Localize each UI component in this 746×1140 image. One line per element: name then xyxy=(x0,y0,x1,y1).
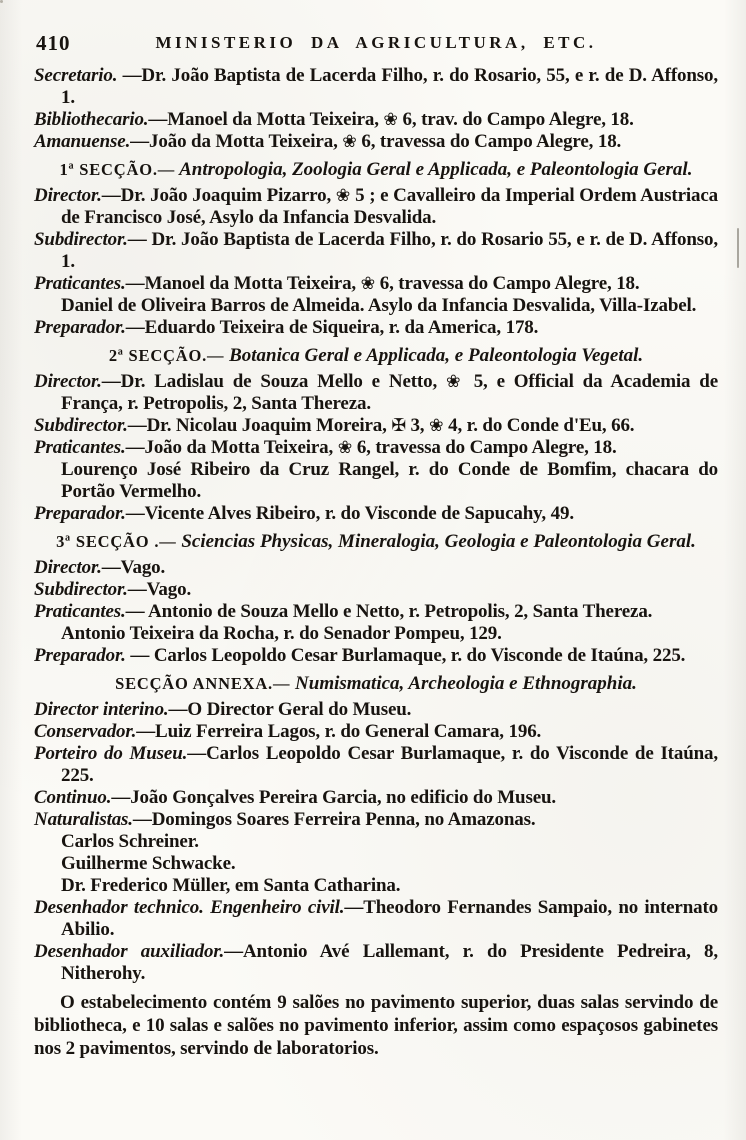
section-heading-label: SECÇÃO ANNEXA.— xyxy=(115,674,291,693)
closing-paragraph: O estabelecimento contém 9 salões no pavimento superior, duas salas servindo de bibliotheca, e 10 salas e salões no pavimento inferior, assim como espaçosos gabinetes nos 2 pavimentos, servindo de laboratorios. xyxy=(34,992,718,1059)
role-label: Desenhador technico. Engenheiro civil. xyxy=(34,897,345,918)
directory-entry: Praticantes.—Manoel da Motta Teixeira, ❀ 6, travessa do Campo Alegre, 18. xyxy=(34,273,640,294)
directory-entry: Praticantes.—João da Motta Teixeira, ❀ 6, travessa do Campo Alegre, 18. xyxy=(34,437,617,458)
directory-entry: Desenhador technico. Engenheiro civil.—Theodoro Fernandes Sampaio, no internato Abilio. xyxy=(34,897,719,940)
directory-entry: Naturalistas.—Domingos Soares Ferreira Penna, no Amazonas. xyxy=(34,809,536,830)
rosette-order-icon: ❀ xyxy=(360,274,376,294)
page-number: 410 xyxy=(36,31,71,55)
section-heading-label: 3ª SECÇÃO .— xyxy=(56,532,177,551)
section-heading xyxy=(34,531,718,553)
directory-entry-continuation: Carlos Schreiner. xyxy=(61,831,199,852)
running-head xyxy=(34,30,718,56)
role-label: Subdirector. xyxy=(34,579,128,600)
role-label: Secretario. xyxy=(34,65,118,86)
role-label: Praticantes. xyxy=(34,273,126,294)
section-heading-label: 2ª SECÇÃO.— xyxy=(108,346,225,365)
section-heading-title: Sciencias Physicas, Mineralogia, Geologia e Paleontologia Geral. xyxy=(176,531,696,552)
directory-entry: Director.—Vago. xyxy=(34,557,166,578)
section-heading-title: Botanica Geral e Applicada, e Paleontologia Vegetal. xyxy=(224,345,644,366)
role-label: Praticantes. xyxy=(34,601,126,622)
directory-entry: Preparador.—Vicente Alves Ribeiro, r. do Visconde de Sapucahy, 49. xyxy=(34,503,574,524)
directory-entry: Director.—Dr. João Joaquim Pizarro, ❀ 5 ; e Cavalleiro da Imperial Ordem Austriaca de Francisco José, Asylo da Infancia Desvalida. xyxy=(34,185,718,228)
directory-entry-continuation: Guilherme Schwacke. xyxy=(61,853,236,874)
rosette-order-icon: ❀ xyxy=(429,416,444,436)
rosette-order-icon: ❀ xyxy=(383,110,398,130)
directory-entry: Secretario. —Dr. João Baptista de Lacerda Filho, r. do Rosario, 55, e r. de D. Affonso, 1. xyxy=(34,65,718,108)
section-heading-label: 1ª SECÇÃO.— xyxy=(59,160,176,179)
directory-entry-continuation: Dr. Frederico Müller, em Santa Catharina. xyxy=(61,875,401,896)
role-label: Conservador. xyxy=(34,721,137,742)
directory-entry: Bibliothecario.—Manoel da Motta Teixeira, ❀ 6, trav. do Campo Alegre, 18. xyxy=(34,109,634,130)
directory-entry: Director interino.—O Director Geral do Museu. xyxy=(34,699,412,720)
rosette-order-icon: ❀ xyxy=(342,132,357,152)
role-label: Director. xyxy=(34,371,102,392)
directory-groups xyxy=(34,65,718,985)
scan-edge-mark xyxy=(737,228,739,268)
role-label: Director. xyxy=(34,557,102,578)
role-label: Praticantes. xyxy=(34,437,126,458)
directory-entry: Porteiro do Museu.—Carlos Leopoldo Cesar Burlamaque, r. do Visconde de Itaúna, 225. xyxy=(34,743,718,786)
role-label: Naturalistas. xyxy=(34,809,133,830)
role-label: Director interino. xyxy=(34,699,169,720)
directory-entry: Subdirector.— Dr. João Baptista de Lacerda Filho, r. do Rosario 55, e r. de D. Affonso, 1. xyxy=(34,229,718,272)
role-label: Preparador. xyxy=(34,503,126,524)
role-label: Subdirector. xyxy=(34,415,128,436)
role-label: Preparador. xyxy=(34,317,126,338)
directory-entry: Praticantes.— Antonio de Souza Mello e Netto, r. Petropolis, 2, Santa Thereza. xyxy=(34,601,653,622)
role-label: Bibliothecario. xyxy=(34,109,149,130)
rosette-order-icon: ❀ xyxy=(445,372,465,392)
role-label: Subdirector. xyxy=(34,229,128,250)
directory-entry: Desenhador auxiliador.—Antonio Avé Lallemant, r. do Presidente Pedreira, 8, Nitherohy. xyxy=(34,941,718,984)
rosette-order-icon: ❀ xyxy=(335,186,351,206)
role-label: Amanuense. xyxy=(34,131,131,152)
directory-entry: Preparador. — Carlos Leopoldo Cesar Burlamaque, r. do Visconde de Itaúna, 225. xyxy=(34,645,686,666)
directory-entry-continuation: Daniel de Oliveira Barros de Almeida. Asylo da Infancia Desvalida, Villa-Izabel. xyxy=(61,295,697,316)
rosette-order-icon: ❀ xyxy=(337,438,353,458)
page-header-title: MINISTERIO DA AGRICULTURA, ETC. xyxy=(155,33,597,52)
section-heading xyxy=(34,345,718,367)
directory-entry: Subdirector.—Vago. xyxy=(34,579,192,600)
directory-entry: Preparador.—Eduardo Teixeira de Siqueira, r. da America, 178. xyxy=(34,317,539,338)
role-label: Porteiro do Museu. xyxy=(34,743,188,764)
directory-entry: Conservador.—Luiz Ferreira Lagos, r. do General Camara, 196. xyxy=(34,721,542,742)
directory-entry-continuation: Antonio Teixeira da Rocha, r. do Senador Pompeu, 129. xyxy=(61,623,502,644)
directory-entry: Continuo.—João Gonçalves Pereira Garcia, no edificio do Museu. xyxy=(34,787,557,808)
role-label: Preparador. xyxy=(34,645,126,666)
section-heading-title: Antropologia, Zoologia Geral e Applicada, e Paleontologia Geral. xyxy=(175,159,693,180)
section-heading xyxy=(34,673,718,695)
directory-entry: Director.—Dr. Ladislau de Souza Mello e Netto, ❀ 5, e Official da Academia de França, r. Petropolis, 2, Santa Thereza. xyxy=(34,371,718,414)
directory-entry: Subdirector.—Dr. Nicolau Joaquim Moreira, ✠ 3, ❀ 4, r. do Conde d'Eu, 66. xyxy=(34,415,635,436)
role-label: Director. xyxy=(34,185,102,206)
section-heading xyxy=(34,159,718,181)
role-label: Continuo. xyxy=(34,787,112,808)
directory-entry: Amanuense.—João da Motta Teixeira, ❀ 6, travessa do Campo Alegre, 18. xyxy=(34,131,622,152)
maltese-cross-icon: ✠ xyxy=(391,416,406,436)
role-label: Desenhador auxiliador. xyxy=(34,941,225,962)
section-heading-title: Numismatica, Archeologia e Ethnographia. xyxy=(290,673,637,694)
directory-entry-continuation: Lourenço José Ribeiro da Cruz Rangel, r. do Conde de Bomfim, chacara do Portão Vermelho. xyxy=(61,459,718,502)
